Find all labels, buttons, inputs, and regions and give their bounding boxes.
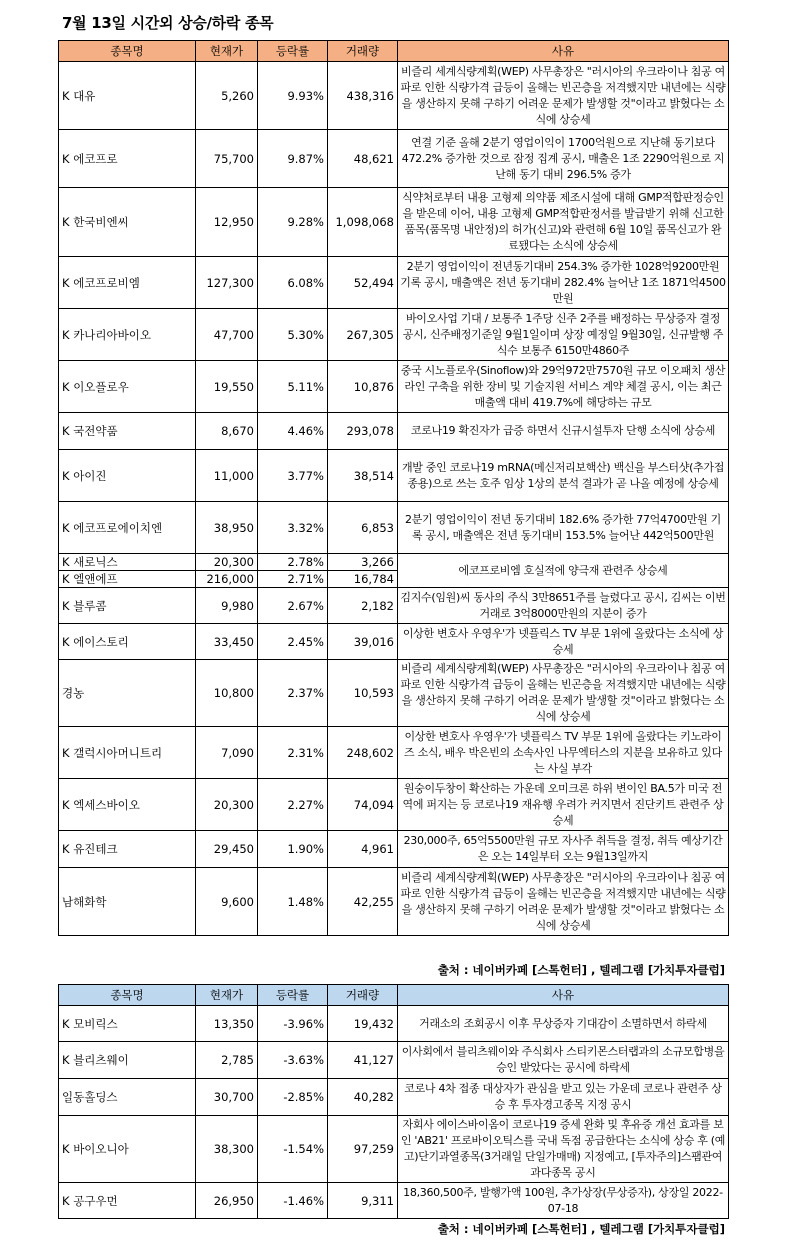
rate-cell: 3.77% (258, 450, 328, 502)
price-cell: 9,980 (196, 588, 258, 624)
price-cell: 216,000 (196, 571, 258, 588)
rate-cell: 2.78% (258, 554, 328, 571)
rate-cell: 2.31% (258, 727, 328, 779)
fall-table (58, 984, 729, 1219)
stock-name: K 모비릭스 (59, 1006, 196, 1042)
price-cell: 12,950 (196, 188, 258, 257)
volume-cell: 267,305 (328, 309, 398, 361)
volume-cell: 248,602 (328, 727, 398, 779)
page-title: 7월 13일 시간외 상승/하락 종목 (62, 14, 274, 32)
rate-cell: 2.27% (258, 779, 328, 831)
reason-cell: 이상한 변호사 우영우'가 넷플릭스 TV 부문 1위에 올랐다는 키노라이즈 소식, 배우 박은빈의 소속사인 나무엑터스의 지분을 보유하고 있다는 사실 부각 (398, 727, 729, 779)
header-rate: 등락률 (258, 41, 328, 62)
price-cell: 10,800 (196, 660, 258, 727)
volume-cell: 438,316 (328, 62, 398, 130)
rise-header-row (59, 41, 729, 62)
stock-name: K 대유 (59, 62, 196, 130)
volume-cell: 293,078 (328, 413, 398, 450)
reason-cell: 230,000주, 65억5500만원 규모 자사주 취득을 결정, 취득 예상기간은 오는 14일부터 오는 9월13일까지 (398, 831, 729, 868)
price-cell: 19,550 (196, 361, 258, 413)
price-cell: 8,670 (196, 413, 258, 450)
volume-cell: 97,259 (328, 1116, 398, 1183)
rate-cell: 2.67% (258, 588, 328, 624)
price-cell: 20,300 (196, 554, 258, 571)
volume-cell: 19,432 (328, 1006, 398, 1042)
reason-cell: 18,360,500주, 발행가액 100원, 추가상장(무상증자), 상장일 2022-07-18 (398, 1183, 729, 1219)
table-row (59, 831, 729, 868)
price-cell: 5,260 (196, 62, 258, 130)
volume-cell: 2,182 (328, 588, 398, 624)
rate-cell: 6.08% (258, 257, 328, 309)
rate-cell: 1.90% (258, 831, 328, 868)
stock-name: K 에코프로에이치엔 (59, 502, 196, 554)
volume-cell: 3,266 (328, 554, 398, 571)
reason-cell: 비즐리 세계식량계획(WEP) 사무총장은 "러시아의 우크라이나 침공 여파로 인한 식량가격 급등이 올해는 빈곤층을 저격했지만 내년에는 식량을 생산하지 못해 구하기 어려운 문제가 발생할 것"이라고 밝혔다는 소식에 상승세 (398, 868, 729, 936)
volume-cell: 38,514 (328, 450, 398, 502)
stock-name: 남해화학 (59, 868, 196, 936)
reason-cell: 식약처로부터 내용 고형제 의약품 제조시설에 대해 GMP적합판정승인을 받은데 이어, 내용 고형제 GMP적합판정서를 발급받기 위해 신고한 품목(품목명 내안정)의 허가(신고)와 관련해 6월 10일 품목신고가 완료됐다는 소식에 상승세 (398, 188, 729, 257)
rate-cell: -3.63% (258, 1042, 328, 1079)
table-row (59, 624, 729, 660)
stock-name: K 엘앤에프 (59, 571, 196, 588)
price-cell: 2,785 (196, 1042, 258, 1079)
reason-cell: 원숭이두창이 확산하는 가운데 오미크론 하위 변이인 BA.5가 미국 전역에 퍼지는 등 코로나19 재유행 우려가 커지면서 진단키트 관련주 상승세 (398, 779, 729, 831)
table-row (59, 502, 729, 554)
reason-cell: 김지수(임원)씨 동사의 주식 3만8651주를 늘렸다고 공시, 김씨는 이번 거래로 3억8000만원의 지분이 증가 (398, 588, 729, 624)
table-row (59, 257, 729, 309)
reason-cell: 거래소의 조회공시 이후 무상증자 기대감이 소멸하면서 하락세 (398, 1006, 729, 1042)
table-row (59, 660, 729, 727)
reason-cell: 중국 시노플로우(Sinoflow)와 29억972만7570원 규모 이오패치 생산라인 구축을 위한 장비 및 기술지원 서비스 계약 체결 공시, 이는 최근 매출액 대비 419.7%에 해당하는 규모 (398, 361, 729, 413)
rate-cell: 2.45% (258, 624, 328, 660)
price-cell: 38,950 (196, 502, 258, 554)
price-cell: 11,000 (196, 450, 258, 502)
volume-cell: 10,876 (328, 361, 398, 413)
table-row (59, 62, 729, 130)
reason-cell: 이사회에서 블리츠웨이와 주식회사 스티키몬스터랩과의 소규모합병을 승인 받았다는 공시에 하락세 (398, 1042, 729, 1079)
stock-name: K 공구우먼 (59, 1183, 196, 1219)
reason-cell: 자회사 에이스바이옴이 코로나19 증세 완화 및 후유증 개선 효과를 보인 'AB21' 프로바이오틱스를 국내 독점 공급한다는 소식에 상승 후 (예고)단기과열종목(3거래일 단일가매매) 지정예고, [투자주의]스팸관여과다종목 공시 (398, 1116, 729, 1183)
volume-cell: 41,127 (328, 1042, 398, 1079)
source-note: 출처 : 네이버카페 [스톡헌터] , 텔레그램 [가치투자클럽] (437, 1222, 725, 1236)
header-price: 현재가 (196, 985, 258, 1006)
rate-cell: 9.87% (258, 130, 328, 188)
reason-cell: 비즐리 세계식량계획(WEP) 사무총장은 "러시아의 우크라이나 침공 여파로 인한 식량가격 급등이 올해는 빈곤층을 저격했지만 내년에는 식량을 생산하지 못해 구하기 어려운 문제가 발생할 것"이라고 밝혔다는 소식에 상승세 (398, 62, 729, 130)
table-row (59, 1042, 729, 1079)
price-cell: 20,300 (196, 779, 258, 831)
table-row (59, 554, 729, 571)
volume-cell: 1,098,068 (328, 188, 398, 257)
table-row (59, 413, 729, 450)
rise-table (58, 40, 729, 936)
volume-cell: 40,282 (328, 1079, 398, 1116)
volume-cell: 10,593 (328, 660, 398, 727)
price-cell: 30,700 (196, 1079, 258, 1116)
price-cell: 75,700 (196, 130, 258, 188)
rate-cell: -2.85% (258, 1079, 328, 1116)
volume-cell: 9,311 (328, 1183, 398, 1219)
volume-cell: 42,255 (328, 868, 398, 936)
stock-name: K 엑세스바이오 (59, 779, 196, 831)
rate-cell: 2.71% (258, 571, 328, 588)
stock-name: K 에코프로 (59, 130, 196, 188)
volume-cell: 52,494 (328, 257, 398, 309)
source-note: 출처 : 네이버카페 [스톡헌터] , 텔레그램 [가치투자클럽] (437, 963, 725, 977)
stock-name: K 이오플로우 (59, 361, 196, 413)
reason-cell: 바이오사업 기대 / 보통주 1주당 신주 2주를 배정하는 무상증자 결정 공시, 신주배정기준일 9월1일이며 상장 예정일 9월30일, 신규발행 주식수 보통주 6150만4860주 (398, 309, 729, 361)
price-cell: 7,090 (196, 727, 258, 779)
price-cell: 47,700 (196, 309, 258, 361)
volume-cell: 39,016 (328, 624, 398, 660)
header-volume: 거래량 (328, 41, 398, 62)
stock-name: K 블루콤 (59, 588, 196, 624)
reason-cell: 코로나 4차 접종 대상자가 관심을 받고 있는 가운데 코로나 관련주 상승 후 투자경고종목 지정 공시 (398, 1079, 729, 1116)
table-row (59, 727, 729, 779)
stock-name: K 아이진 (59, 450, 196, 502)
rate-cell: -3.96% (258, 1006, 328, 1042)
rate-cell: 4.46% (258, 413, 328, 450)
table-row (59, 1079, 729, 1116)
table-row (59, 779, 729, 831)
stock-name: K 바이오니아 (59, 1116, 196, 1183)
table-row (59, 450, 729, 502)
header-volume: 거래량 (328, 985, 398, 1006)
price-cell: 26,950 (196, 1183, 258, 1219)
fall-header-row (59, 985, 729, 1006)
table-row (59, 1183, 729, 1219)
reason-cell: 비즐리 세계식량계획(WEP) 사무총장은 "러시아의 우크라이나 침공 여파로 인한 식량가격 급등이 올해는 빈곤층을 저격했지만 내년에는 식량을 생산하지 못해 구하기 어려운 문제가 발생할 것"이라고 밝혔다는 소식에 상승세 (398, 660, 729, 727)
rate-cell: 5.30% (258, 309, 328, 361)
stock-name: 일동홀딩스 (59, 1079, 196, 1116)
rate-cell: 5.11% (258, 361, 328, 413)
price-cell: 29,450 (196, 831, 258, 868)
rate-cell: 1.48% (258, 868, 328, 936)
stock-name: K 국전약품 (59, 413, 196, 450)
table-row (59, 309, 729, 361)
reason-cell: 이상한 변호사 우영우'가 넷플릭스 TV 부문 1위에 올랐다는 소식에 상승세 (398, 624, 729, 660)
table-row (59, 1006, 729, 1042)
volume-cell: 16,784 (328, 571, 398, 588)
reason-cell: 2분기 영업이익이 전년 동기대비 182.6% 증가한 77억4700만원 기록 공시, 매출액은 전년 동기대비 153.5% 늘어난 442억500만원 (398, 502, 729, 554)
header-reason: 사유 (398, 985, 729, 1006)
volume-cell: 4,961 (328, 831, 398, 868)
stock-name: K 갤럭시아머니트리 (59, 727, 196, 779)
rate-cell: -1.46% (258, 1183, 328, 1219)
stock-name: K 한국비엔씨 (59, 188, 196, 257)
table-row (59, 868, 729, 936)
reason-cell: 연결 기준 올해 2분기 영업이익이 1700억원으로 지난해 동기보다 472.2% 증가한 것으로 잠정 집계 공시, 매출은 1조 2290억원으로 지난해 동기 대비 296.5% 증가 (398, 130, 729, 188)
table-row (59, 130, 729, 188)
table-row (59, 188, 729, 257)
stock-name: K 에이스토리 (59, 624, 196, 660)
price-cell: 127,300 (196, 257, 258, 309)
rate-cell: 9.93% (258, 62, 328, 130)
reason-cell: 코로나19 확진자가 급증 하면서 신규시설투자 단행 소식에 상승세 (398, 413, 729, 450)
price-cell: 33,450 (196, 624, 258, 660)
rate-cell: 2.37% (258, 660, 328, 727)
stock-name: K 에코프로비엠 (59, 257, 196, 309)
reason-cell: 에코프로비엠 호실적에 양극재 관련주 상승세 (398, 554, 729, 588)
header-name: 종목명 (59, 985, 196, 1006)
volume-cell: 6,853 (328, 502, 398, 554)
rate-cell: -1.54% (258, 1116, 328, 1183)
price-cell: 38,300 (196, 1116, 258, 1183)
stock-name: K 유진테크 (59, 831, 196, 868)
stock-name: K 카나리아바이오 (59, 309, 196, 361)
reason-cell: 개발 중인 코로나19 mRNA(메신저리보핵산) 백신을 부스터샷(추가접종용)으로 쓰는 호주 임상 1상의 분석 결과가 곧 나올 예정에 상승세 (398, 450, 729, 502)
reason-cell: 2분기 영업이익이 전년동기대비 254.3% 증가한 1028억9200만원 기록 공시, 매출액은 전년 동기대비 282.4% 늘어난 1조 1871억4500만원 (398, 257, 729, 309)
volume-cell: 74,094 (328, 779, 398, 831)
rate-cell: 9.28% (258, 188, 328, 257)
rate-cell: 3.32% (258, 502, 328, 554)
stock-name: 경농 (59, 660, 196, 727)
table-row (59, 361, 729, 413)
header-rate: 등락률 (258, 985, 328, 1006)
price-cell: 13,350 (196, 1006, 258, 1042)
stock-name: K 블리츠웨이 (59, 1042, 196, 1079)
table-row (59, 1116, 729, 1183)
price-cell: 9,600 (196, 868, 258, 936)
header-name: 종목명 (59, 41, 196, 62)
header-reason: 사유 (398, 41, 729, 62)
stock-name: K 새로닉스 (59, 554, 196, 571)
header-price: 현재가 (196, 41, 258, 62)
table-row (59, 588, 729, 624)
volume-cell: 48,621 (328, 130, 398, 188)
